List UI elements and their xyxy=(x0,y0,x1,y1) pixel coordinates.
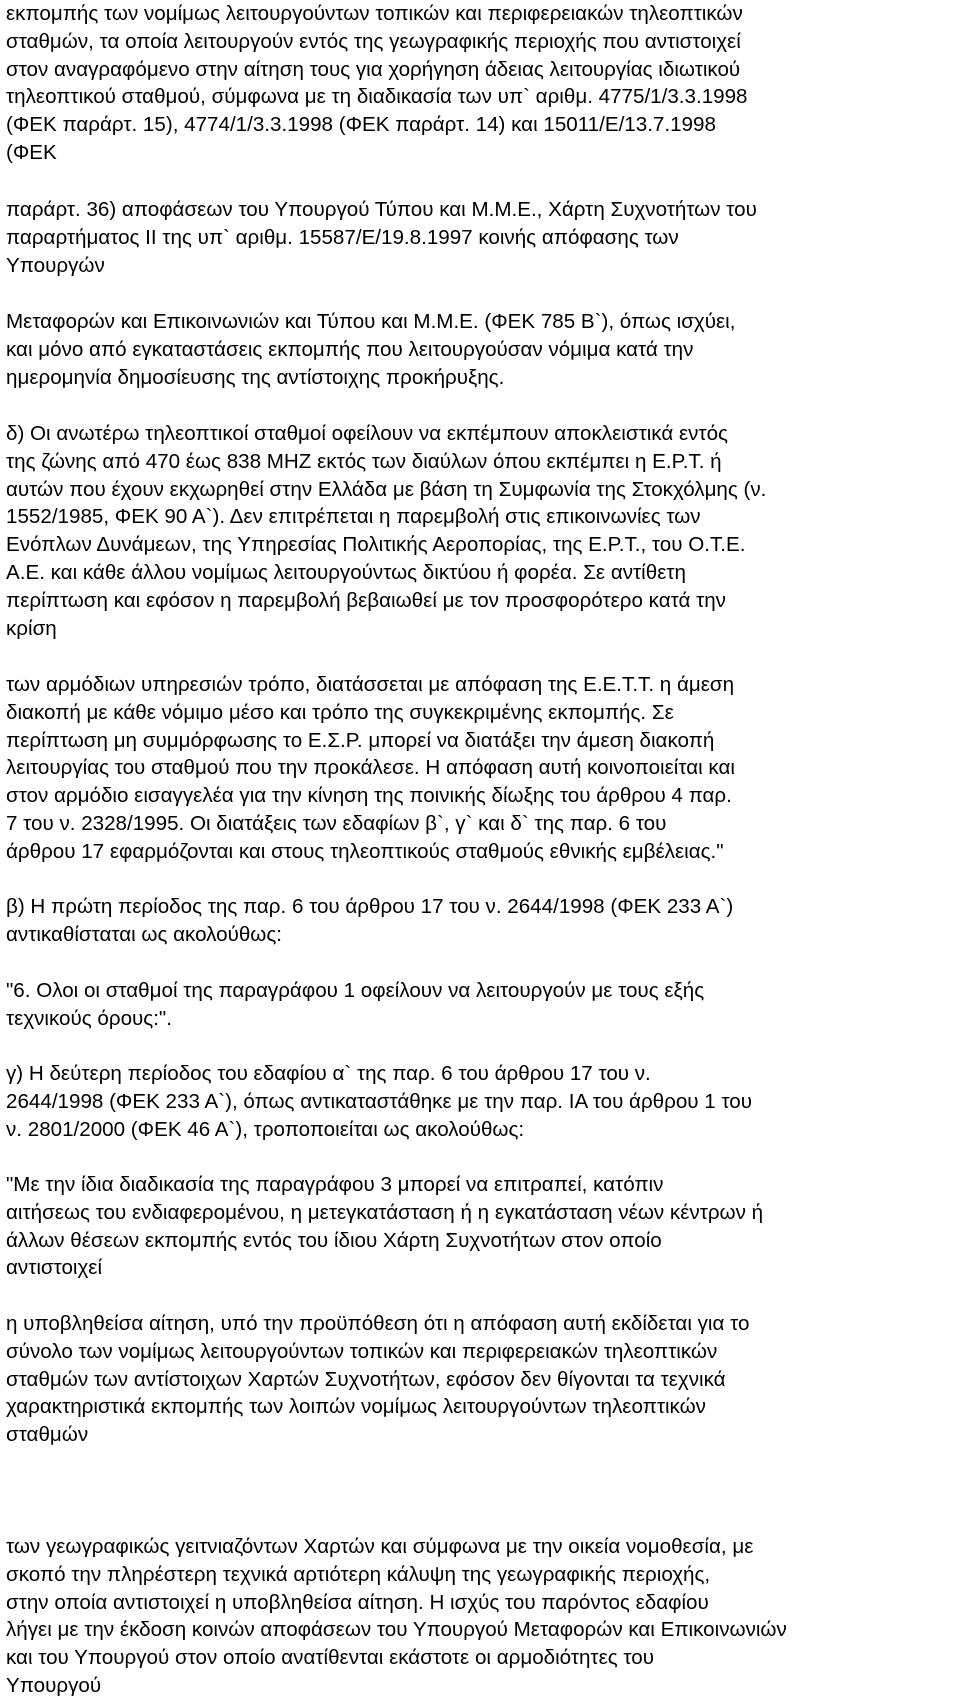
text-line: αυτών που έχουν εκχωρηθεί στην Ελλάδα με βάση τη Συμφωνία της Στοκχόλμης (ν. xyxy=(6,477,767,501)
text-line: στον αρμόδιο εισαγγελέα για την κίνηση της ποινικής δίωξης του άρθρου 4 παρ. xyxy=(6,784,732,808)
paragraph-beta xyxy=(6,893,733,949)
text-line: χαρακτηριστικά εκπομπής των λοιπών νομίμως λειτουργούντων τηλεοπτικών xyxy=(6,1395,706,1419)
text-line: στην οποία αντιστοιχεί η υποβληθείσα αίτηση. Η ισχύς του παρόντος εδαφίου xyxy=(6,1590,709,1614)
text-line: λειτουργίας του σταθμού που την προκάλεσε. Η απόφαση αυτή κοινοποιείται και xyxy=(6,756,735,780)
text-line: 2644/1998 (ΦΕΚ 233 Α`), όπως αντικαταστάθηκε με την παρ. ΙΑ του άρθρου 1 του xyxy=(6,1089,753,1113)
text-line: παράρτ. 36) αποφάσεων του Υπουργού Τύπου και Μ.Μ.Ε., Χάρτη Συχνοτήτων του xyxy=(6,198,757,221)
text-line: β) Η πρώτη περίοδος της παρ. 6 του άρθρου 17 του ν. 2644/1998 (ΦΕΚ 233 Α`) xyxy=(6,895,734,918)
text-line: "Με την ίδια διαδικασία της παραγράφου 3 μπορεί να επιτραπεί, κατόπιν xyxy=(6,1173,664,1196)
text-line: τηλεοπτικού σταθμού, σύμφωνα με τη διαδικασία των υπ` αριθμ. 4775/1/3.3.1998 xyxy=(6,85,748,109)
text-line: σταθμών των αντίστοιχων Χαρτών Συχνοτήτων, εφόσον δεν θίγονται τα τεχνικά xyxy=(6,1367,726,1391)
text-line: 1552/1985, ΦΕΚ 90 Α`). Δεν επιτρέπεται η παρεμβολή στις επικοινωνίες των xyxy=(6,505,701,529)
text-line: σύνολο των νομίμως λειτουργούντων τοπικών και περιφερειακών τηλεοπτικών xyxy=(6,1339,718,1363)
text-line: διακοπή με κάθε νόμιμο μέσο και τρόπο της συγκεκριμένης εκπομπής. Σε xyxy=(6,700,674,724)
text-line: αντιστοιχεί xyxy=(6,1256,103,1280)
text-line: ημερομηνία δημοσίευσης της αντίστοιχης προκήρυξης. xyxy=(6,365,505,389)
paragraph-5 xyxy=(6,671,735,866)
text-line: κρίση xyxy=(6,616,57,640)
text-line: εκπομπής των νομίμως λειτουργούντων τοπικών και περιφερειακών τηλεοπτικών xyxy=(6,2,743,25)
text-line: "6. Ολοι οι σταθμοί της παραγράφου 1 οφείλουν να λειτουργούν με τους εξής xyxy=(6,979,705,1002)
text-line: η υποβληθείσα αίτηση, υπό την προϋπόθεση ότι η απόφαση αυτή εκδίδεται για το xyxy=(6,1312,750,1335)
text-line: στον αναγραφόμενο στην αίτηση τους για χορήγηση άδειας λειτουργίας ιδιωτικού xyxy=(6,57,741,81)
paragraph-quote-with xyxy=(6,1171,763,1282)
text-line: ν. 2801/2000 (ΦΕΚ 46 Α`), τροποποιείται ως ακολούθως: xyxy=(6,1117,525,1141)
paragraph-1 xyxy=(6,0,748,167)
text-line: περίπτωση και εφόσον η παρεμβολή βεβαιωθεί με τον προσφορότερο κατά την xyxy=(6,588,726,612)
text-line: αιτήσεως του ενδιαφερομένου, η μετεγκατάσταση ή η εγκατάσταση νέων κέντρων ή xyxy=(6,1200,764,1224)
text-line: παραρτήματος ΙΙ της υπ` αριθμ. 15587/Ε/19.8.1997 κοινής απόφασης των xyxy=(6,225,679,249)
text-line: σταθμών, τα οποία λειτουργούν εντός της γεωγραφικής περιοχής που αντιστοιχεί xyxy=(6,29,741,53)
text-line: Μεταφορών και Επικοινωνιών και Τύπου και Μ.Μ.Ε. (ΦΕΚ 785 Β`), όπως ισχύει, xyxy=(6,310,736,333)
text-line: και μόνο από εγκαταστάσεις εκπομπής που λειτουργούσαν νόμιμα κατά την xyxy=(6,337,694,361)
text-line: άρθρου 17 εφαρμόζονται και στους τηλεοπτικούς σταθμούς εθνικής εμβέλειας." xyxy=(6,839,724,863)
paragraph-delta xyxy=(6,420,766,642)
paragraph-quote-6 xyxy=(6,977,704,1033)
paragraph-3 xyxy=(6,308,735,391)
text-line: Υπουργού xyxy=(6,1673,102,1697)
paragraph-10 xyxy=(6,1310,749,1449)
text-line: αντικαθίσταται ως ακολούθως: xyxy=(6,922,283,946)
text-line: (ΦΕΚ xyxy=(6,140,57,164)
text-line: σκοπό την πληρέστερη τεχνικά αρτιότερη κάλυψη της γεωγραφικής περιοχής, xyxy=(6,1562,711,1586)
text-line: 7 του ν. 2328/1995. Οι διατάξεις των εδαφίων β`, γ` και δ` της παρ. 6 του xyxy=(6,811,667,835)
text-line: σταθμών xyxy=(6,1423,89,1447)
paragraph-2 xyxy=(6,196,757,279)
text-line: Υπουργών xyxy=(6,253,105,277)
paragraph-11 xyxy=(6,1533,787,1700)
text-line: Α.Ε. και κάθε άλλου νομίμως λειτουργούντως δικτύου ή φορέα. Σε αντίθετη xyxy=(6,560,686,584)
text-line: περίπτωση μη συμμόρφωσης το Ε.Σ.Ρ. μπορεί να διατάξει την άμεση διακοπή xyxy=(6,728,715,752)
text-line: Ενόπλων Δυνάμεων, της Υπηρεσίας Πολιτικής Αεροπορίας, της Ε.Ρ.Τ., του Ο.Τ.Ε. xyxy=(6,533,746,557)
text-line: γ) Η δεύτερη περίοδος του εδαφίου α` της παρ. 6 του άρθρου 17 του ν. xyxy=(6,1062,651,1085)
text-line: και του Υπουργού στον οποίο ανατίθενται εκάστοτε οι αρμοδιότητες του xyxy=(6,1646,654,1670)
text-line: (ΦΕΚ παράρτ. 15), 4774/1/3.3.1998 (ΦΕΚ παράρτ. 14) και 15011/Ε/13.7.1998 xyxy=(6,113,716,137)
text-line: λήγει με την έκδοση κοινών αποφάσεων του Υπουργού Μεταφορών και Επικοινωνιών xyxy=(6,1618,787,1642)
text-line: δ) Οι ανωτέρω τηλεοπτικοί σταθμοί οφείλουν να εκπέμπουν αποκλειστικά εντός xyxy=(6,422,728,445)
text-line: τεχνικούς όρους:". xyxy=(6,1006,172,1030)
text-line: άλλων θέσεων εκπομπής εντός του ίδιου Χάρτη Συχνοτήτων στον οποίο xyxy=(6,1228,662,1252)
text-line: της ζώνης από 470 έως 838 MHZ εκτός των διαύλων όπου εκπέμπει η Ε.Ρ.Τ. ή xyxy=(6,449,722,473)
paragraph-gamma xyxy=(6,1060,752,1143)
text-line: των αρμόδιων υπηρεσιών τρόπο, διατάσσεται με απόφαση της Ε.Ε.Τ.Τ. η άμεση xyxy=(6,673,735,696)
text-line: των γεωγραφικώς γειτνιαζόντων Χαρτών και σύμφωνα με την οικεία νομοθεσία, με xyxy=(6,1535,754,1558)
